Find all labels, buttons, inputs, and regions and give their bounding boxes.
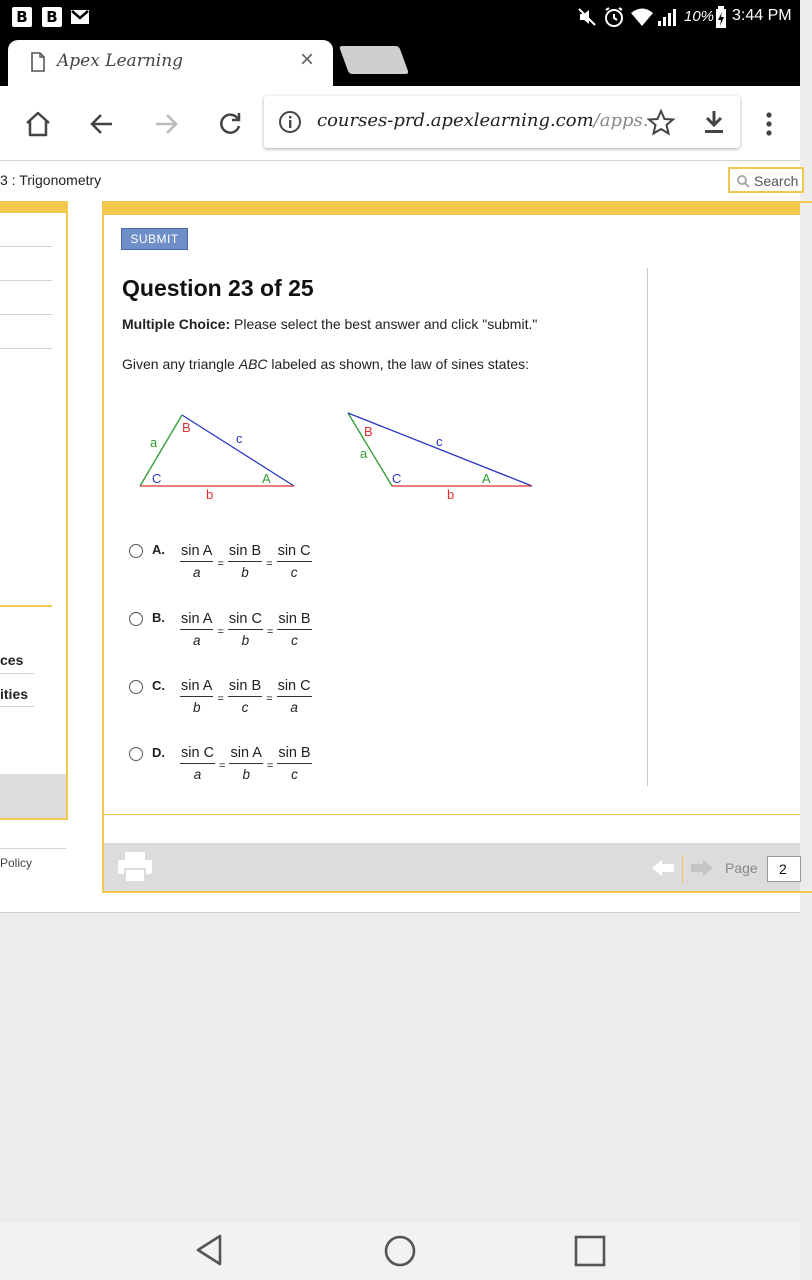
signal-icon [656, 7, 680, 27]
prompt-text: labeled as shown, the law of sines states: [267, 356, 530, 372]
new-tab-button[interactable] [339, 46, 409, 74]
reload-icon[interactable] [216, 110, 244, 138]
alarm-icon [602, 5, 626, 29]
previous-page-icon[interactable] [650, 858, 676, 878]
option-c-letter: C. [152, 678, 165, 693]
prompt-triangle-name: ABC [238, 356, 268, 372]
url-host: courses-prd.apexlearning.com [317, 110, 594, 131]
address-bar[interactable] [264, 96, 740, 148]
option-d-radio[interactable] [129, 747, 143, 761]
triangle-obtuse [348, 413, 532, 502]
instructions-text: Please select the best answer and click "submit." [230, 316, 538, 332]
question-title: Question 23 of 25 [122, 275, 314, 301]
divider [0, 848, 66, 849]
vertex-label-A: A [482, 471, 491, 486]
divider [102, 814, 800, 815]
privacy-policy-link[interactable]: Policy [0, 856, 33, 870]
fraction: $\frac{\text{sin B}}{c}$ [278, 611, 311, 648]
bookmark-star-icon[interactable] [647, 109, 675, 135]
notification-icon: B [12, 7, 32, 27]
page-number-input[interactable]: 2 [767, 856, 801, 882]
left-sidebar [0, 201, 68, 820]
option-d-equation[interactable]: $\frac{\text{sin C}}{a}$ = $\frac{\text{sin A}}{b}$ = $\frac{\text{sin B}}{c}$ [181, 745, 311, 782]
vertex-label-B: B [182, 420, 191, 435]
search-icon [736, 174, 750, 188]
url-path: /apps. [593, 110, 649, 131]
divider [647, 268, 648, 786]
clock: 3:44 PM [732, 7, 792, 24]
side-label-a: a [360, 446, 368, 461]
nav-back-icon[interactable] [194, 1233, 224, 1267]
info-icon[interactable] [278, 110, 302, 134]
search-input[interactable] [728, 167, 804, 193]
divider [0, 246, 52, 247]
menu-icon[interactable] [760, 110, 778, 138]
side-label-c: c [236, 431, 243, 446]
forward-arrow-icon[interactable] [152, 110, 180, 138]
fraction: $\frac{\text{sin C}}{b}$ [228, 611, 262, 648]
divider [0, 706, 34, 707]
fraction: $\frac{\text{sin B}}{c}$ [228, 678, 262, 715]
next-page-icon[interactable] [689, 858, 715, 878]
divider [0, 314, 52, 315]
page-icon [30, 52, 46, 72]
sidebar-header [0, 201, 68, 213]
divider [0, 912, 800, 913]
breadcrumb[interactable]: 3 : Trigonometry [0, 172, 102, 188]
fraction: $\frac{\text{sin B}}{b}$ [228, 543, 262, 580]
triangle-diagrams [130, 402, 550, 512]
option-a-letter: A. [152, 542, 165, 557]
fraction: $\frac{\text{sin B}}{c}$ [278, 745, 311, 782]
vertex-label-C: C [392, 471, 402, 486]
prompt-text: Given any triangle [122, 356, 239, 372]
vertex-label-B: B [364, 424, 373, 439]
sidebar-item-resources[interactable]: ces [0, 652, 24, 668]
mute-icon [576, 6, 598, 28]
divider [0, 280, 52, 281]
fraction: $\frac{\text{sin A}}{a}$ [181, 543, 213, 580]
vertex-label-C: C [152, 471, 162, 486]
side-label-b: b [206, 487, 214, 502]
option-a-radio[interactable] [129, 544, 143, 558]
divider [0, 348, 52, 349]
question-prompt [122, 356, 529, 372]
side-label-b: b [447, 487, 455, 502]
side-label-c: c [436, 434, 443, 449]
sidebar-footer [0, 774, 66, 818]
fraction: $\frac{\text{sin A}}{a}$ [181, 611, 213, 648]
nav-recents-icon[interactable] [574, 1235, 606, 1267]
panel-header-bar [102, 201, 800, 215]
tab-title: Apex Learning [57, 51, 184, 71]
option-d-letter: D. [152, 745, 165, 760]
notification-icon: B [42, 7, 62, 27]
search-placeholder: Search [754, 173, 799, 189]
divider [0, 673, 34, 674]
fraction: $\frac{\text{sin A}}{b}$ [230, 745, 262, 782]
gmail-icon [70, 8, 90, 26]
instructions-label: Multiple Choice: [122, 316, 231, 332]
option-b-letter: B. [152, 610, 165, 625]
triangle-acute [140, 415, 294, 502]
print-icon[interactable] [116, 850, 154, 884]
url-text [317, 110, 649, 131]
sidebar-item-activities[interactable]: ities [0, 686, 29, 702]
option-b-radio[interactable] [129, 612, 143, 626]
divider [682, 855, 683, 883]
option-c-radio[interactable] [129, 680, 143, 694]
submit-button[interactable]: SUBMIT [121, 228, 188, 250]
nav-home-icon[interactable] [383, 1234, 417, 1268]
home-icon[interactable] [24, 110, 52, 138]
option-a-equation[interactable]: $\frac{\text{sin A}}{a}$ = $\frac{\text{sin B}}{b}$ = $\frac{\text{sin C}}{c}$ [181, 543, 311, 580]
instructions [122, 316, 537, 332]
fraction: $\frac{\text{sin A}}{b}$ [181, 678, 213, 715]
browser-tab[interactable] [8, 40, 333, 86]
battery-percent: 10% [684, 8, 715, 25]
battery-icon [714, 6, 728, 30]
page-label: Page [725, 860, 758, 876]
divider [0, 605, 52, 607]
wifi-icon [630, 7, 654, 27]
fraction: $\frac{\text{sin C}}{a}$ [277, 678, 311, 715]
back-arrow-icon[interactable] [88, 110, 116, 138]
fraction: $\frac{\text{sin C}}{c}$ [277, 543, 311, 580]
side-label-a: a [150, 435, 158, 450]
download-icon[interactable] [702, 109, 726, 135]
status-bar [0, 0, 800, 34]
option-c-equation[interactable]: $\frac{\text{sin A}}{b}$ = $\frac{\text{sin B}}{c}$ = $\frac{\text{sin C}}{a}$ [181, 678, 311, 715]
vertex-label-A: A [262, 471, 271, 486]
tab-close-button[interactable]: × [300, 46, 315, 73]
fraction: $\frac{\text{sin C}}{a}$ [181, 745, 215, 782]
option-b-equation[interactable]: $\frac{\text{sin A}}{a}$ = $\frac{\text{sin C}}{b}$ = $\frac{\text{sin B}}{c}$ [181, 611, 311, 648]
